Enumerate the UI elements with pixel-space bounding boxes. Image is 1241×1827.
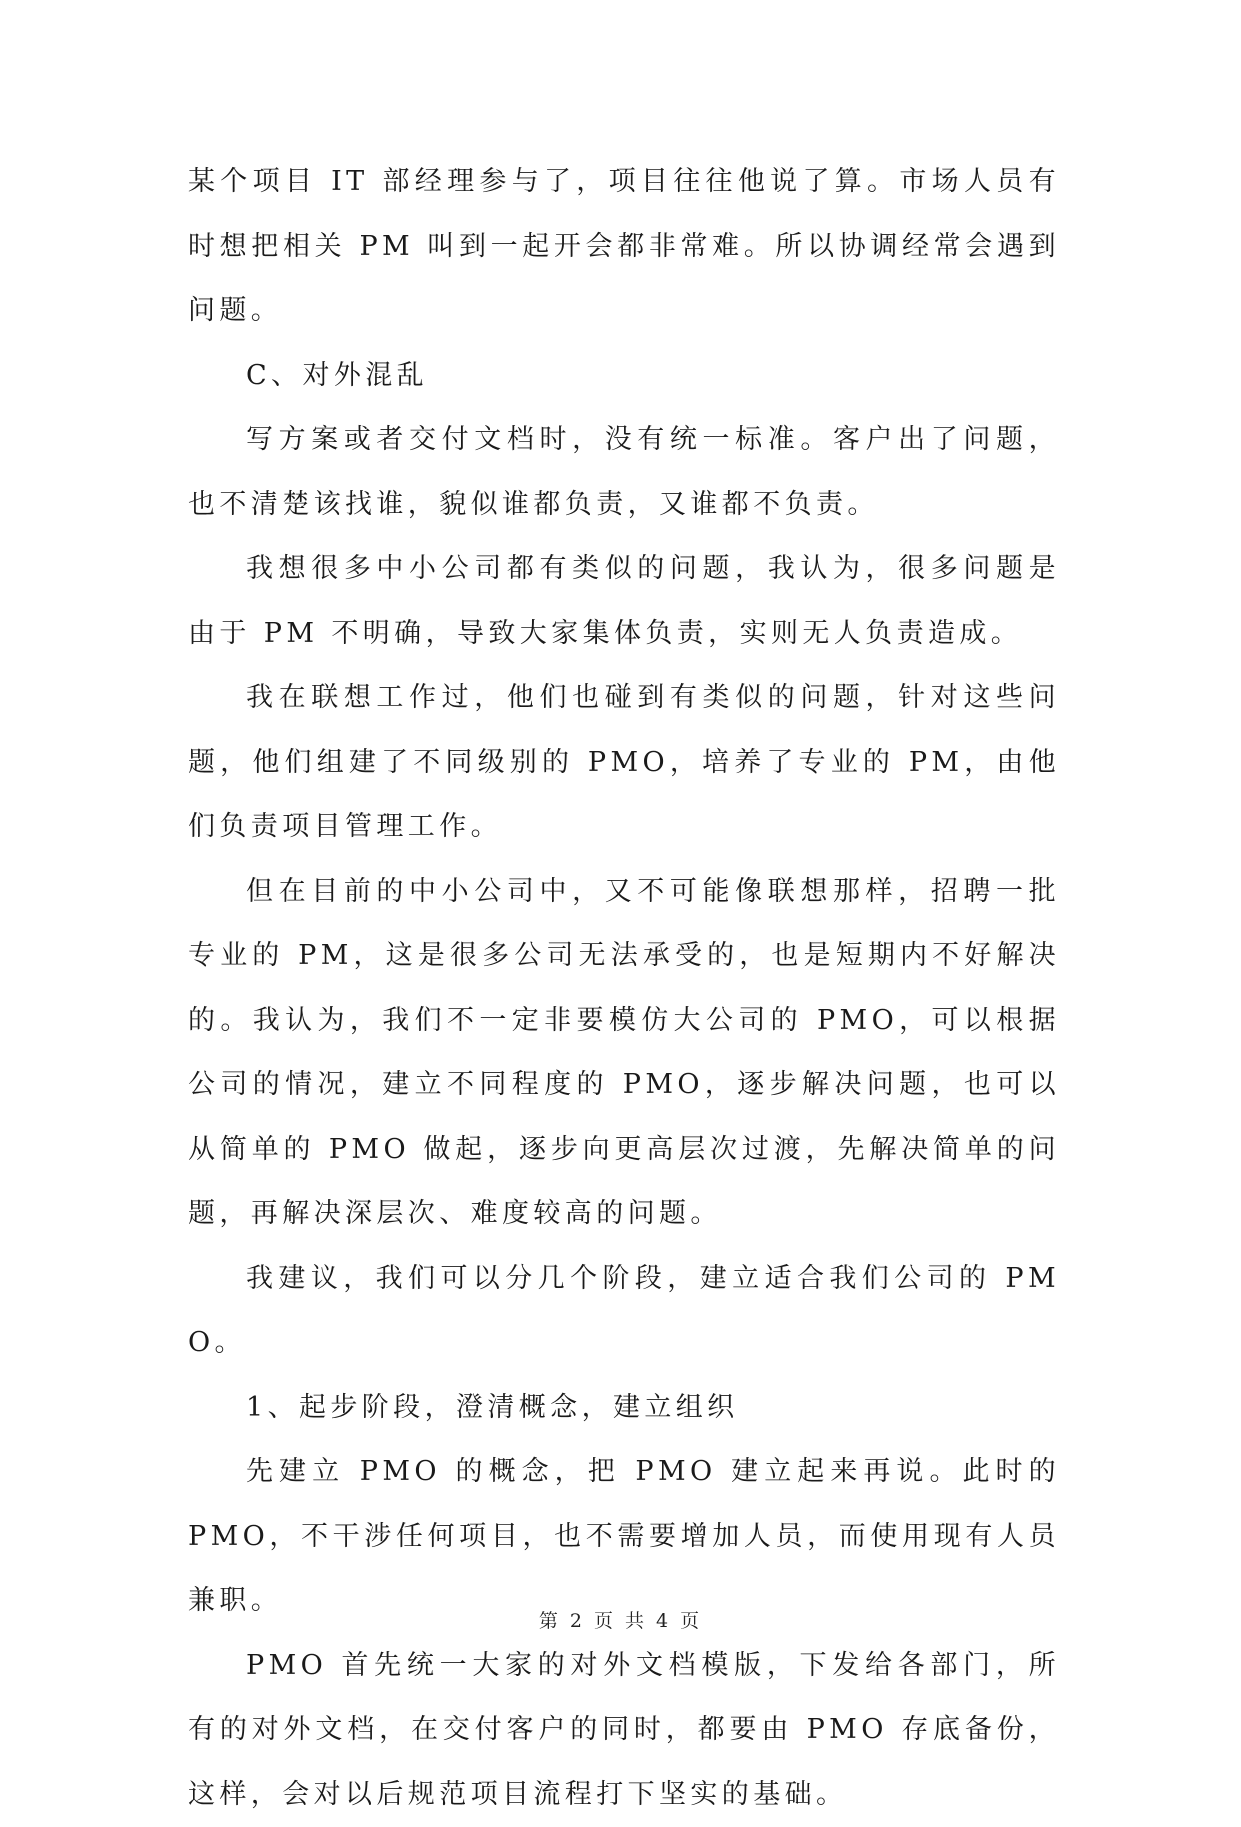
paragraph-3: 写方案或者交付文档时，没有统一标准。客户出了问题，也不清楚该找谁，貌似谁都负责，又谁都不负责。	[188, 408, 1060, 537]
paragraph-10: PMO 首先统一大家的对外文档模版，下发给各部门，所有的对外文档，在交付客户的同时，都要由 PMO 存底备份，这样，会对以后规范项目流程打下坚实的基础。	[188, 1634, 1060, 1827]
paragraph-1: 某个项目 IT 部经理参与了，项目往往他说了算。市场人员有时想把相关 PM 叫到一起开会都非常难。所以协调经常会遇到问题。	[188, 150, 1060, 344]
document-body	[188, 150, 1060, 1827]
paragraph-6: 但在目前的中小公司中，又不可能像联想那样，招聘一批专业的 PM，这是很多公司无法承受的，也是短期内不好解决的。我认为，我们不一定非要模仿大公司的 PMO，可以根据公司的情况，建立不同程度的 PMO，逐步解决问题，也可以从简单的 PMO 做起，逐步向更高层次过渡，先解决简单的问题，再解决深层次、难度较高的问题。	[188, 860, 1060, 1247]
paragraph-7: 我建议，我们可以分几个阶段，建立适合我们公司的 PMO。	[188, 1247, 1060, 1376]
page-number-label: 第 2 页 共 4 页	[539, 1610, 702, 1632]
paragraph-4: 我想很多中小公司都有类似的问题，我认为，很多问题是由于 PM 不明确，导致大家集体负责，实则无人负责造成。	[188, 537, 1060, 666]
section-heading-1: 1、起步阶段，澄清概念，建立组织	[188, 1376, 1060, 1441]
page-footer	[0, 1606, 1241, 1633]
paragraph-9: 先建立 PMO 的概念，把 PMO 建立起来再说。此时的 PMO，不干涉任何项目，也不需要增加人员，而使用现有人员兼职。	[188, 1440, 1060, 1634]
paragraph-5: 我在联想工作过，他们也碰到有类似的问题，针对这些问题，他们组建了不同级别的 PMO，培养了专业的 PM，由他们负责项目管理工作。	[188, 666, 1060, 860]
section-heading-c: C、对外混乱	[188, 344, 1060, 409]
